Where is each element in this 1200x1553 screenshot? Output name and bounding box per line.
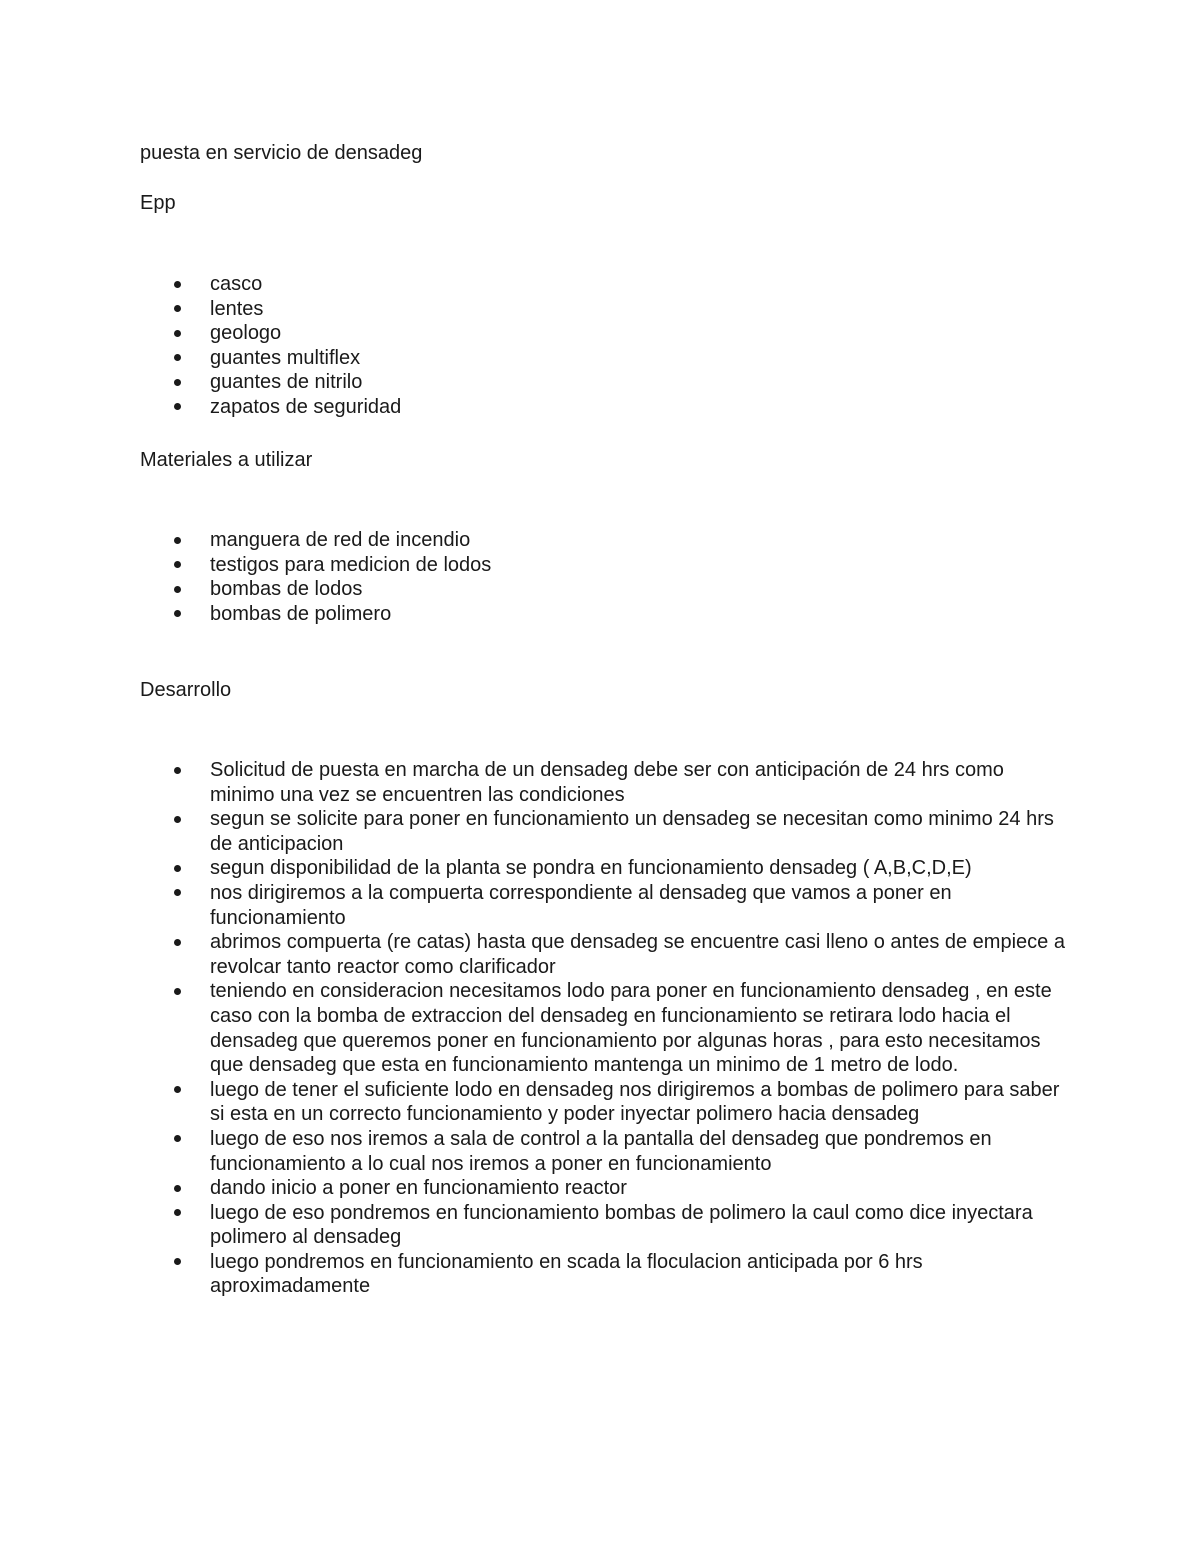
list-item: lentes (0, 297, 1070, 322)
list-item: bombas de polimero (0, 602, 1070, 627)
section-heading-materiales: Materiales a utilizar (140, 449, 313, 471)
list-item: dando inicio a poner en funcionamiento reactor (0, 1176, 1070, 1201)
list-item: casco (0, 272, 1070, 297)
list-item: teniendo en consideracion necesitamos lodo para poner en funcionamiento densadeg , en este caso con la bomba de extraccion del densadeg en funcionamiento se retirara lodo hacia el densadeg que queremos poner en funcionamiento por algunas horas , para esto necesitamos que densadeg que esta en funcionamiento mantenga un minimo de 1 metro de lodo. (0, 979, 1070, 1077)
list-item: segun disponibilidad de la planta se pondra en funcionamiento densadeg ( A,B,C,D,E) (0, 856, 1070, 881)
list-item: segun se solicite para poner en funcionamiento un densadeg se necesitan como minimo 24 hrs de anticipacion (0, 807, 1070, 856)
list-item: Solicitud de puesta en marcha de un densadeg debe ser con anticipación de 24 hrs como minimo una vez se encuentren las condiciones (0, 758, 1070, 807)
materiales-list (0, 528, 1200, 626)
list-item: guantes de nitrilo (0, 370, 1070, 395)
desarrollo-list (0, 758, 1200, 1299)
list-item: luego de tener el suficiente lodo en densadeg nos dirigiremos a bombas de polimero para saber si esta en un correcto funcionamiento y poder inyectar polimero hacia densadeg (0, 1078, 1070, 1127)
list-item: luego pondremos en funcionamiento en scada la floculacion anticipada por 6 hrs aproximadamente (0, 1250, 1070, 1299)
list-item: manguera de red de incendio (0, 528, 1070, 553)
document-title: puesta en servicio de densadeg (140, 142, 423, 164)
list-item: abrimos compuerta (re catas) hasta que densadeg se encuentre casi lleno o antes de empiece a revolcar tanto reactor como clarificador (0, 930, 1070, 979)
list-item: luego de eso pondremos en funcionamiento bombas de polimero la caul como dice inyectara polimero al densadeg (0, 1201, 1070, 1250)
list-item: guantes multiflex (0, 346, 1070, 371)
epp-list (0, 272, 1200, 420)
section-heading-desarrollo: Desarrollo (140, 679, 232, 701)
section-heading-epp: Epp (140, 192, 176, 214)
list-item: geologo (0, 321, 1070, 346)
list-item: zapatos de seguridad (0, 395, 1070, 420)
list-item: bombas de lodos (0, 577, 1070, 602)
list-item: testigos para medicion de lodos (0, 553, 1070, 578)
list-item: luego de eso nos iremos a sala de control a la pantalla del densadeg que pondremos en funcionamiento a lo cual nos iremos a poner en funcionamiento (0, 1127, 1070, 1176)
list-item: nos dirigiremos a la compuerta correspondiente al densadeg que vamos a poner en funcionamiento (0, 881, 1070, 930)
